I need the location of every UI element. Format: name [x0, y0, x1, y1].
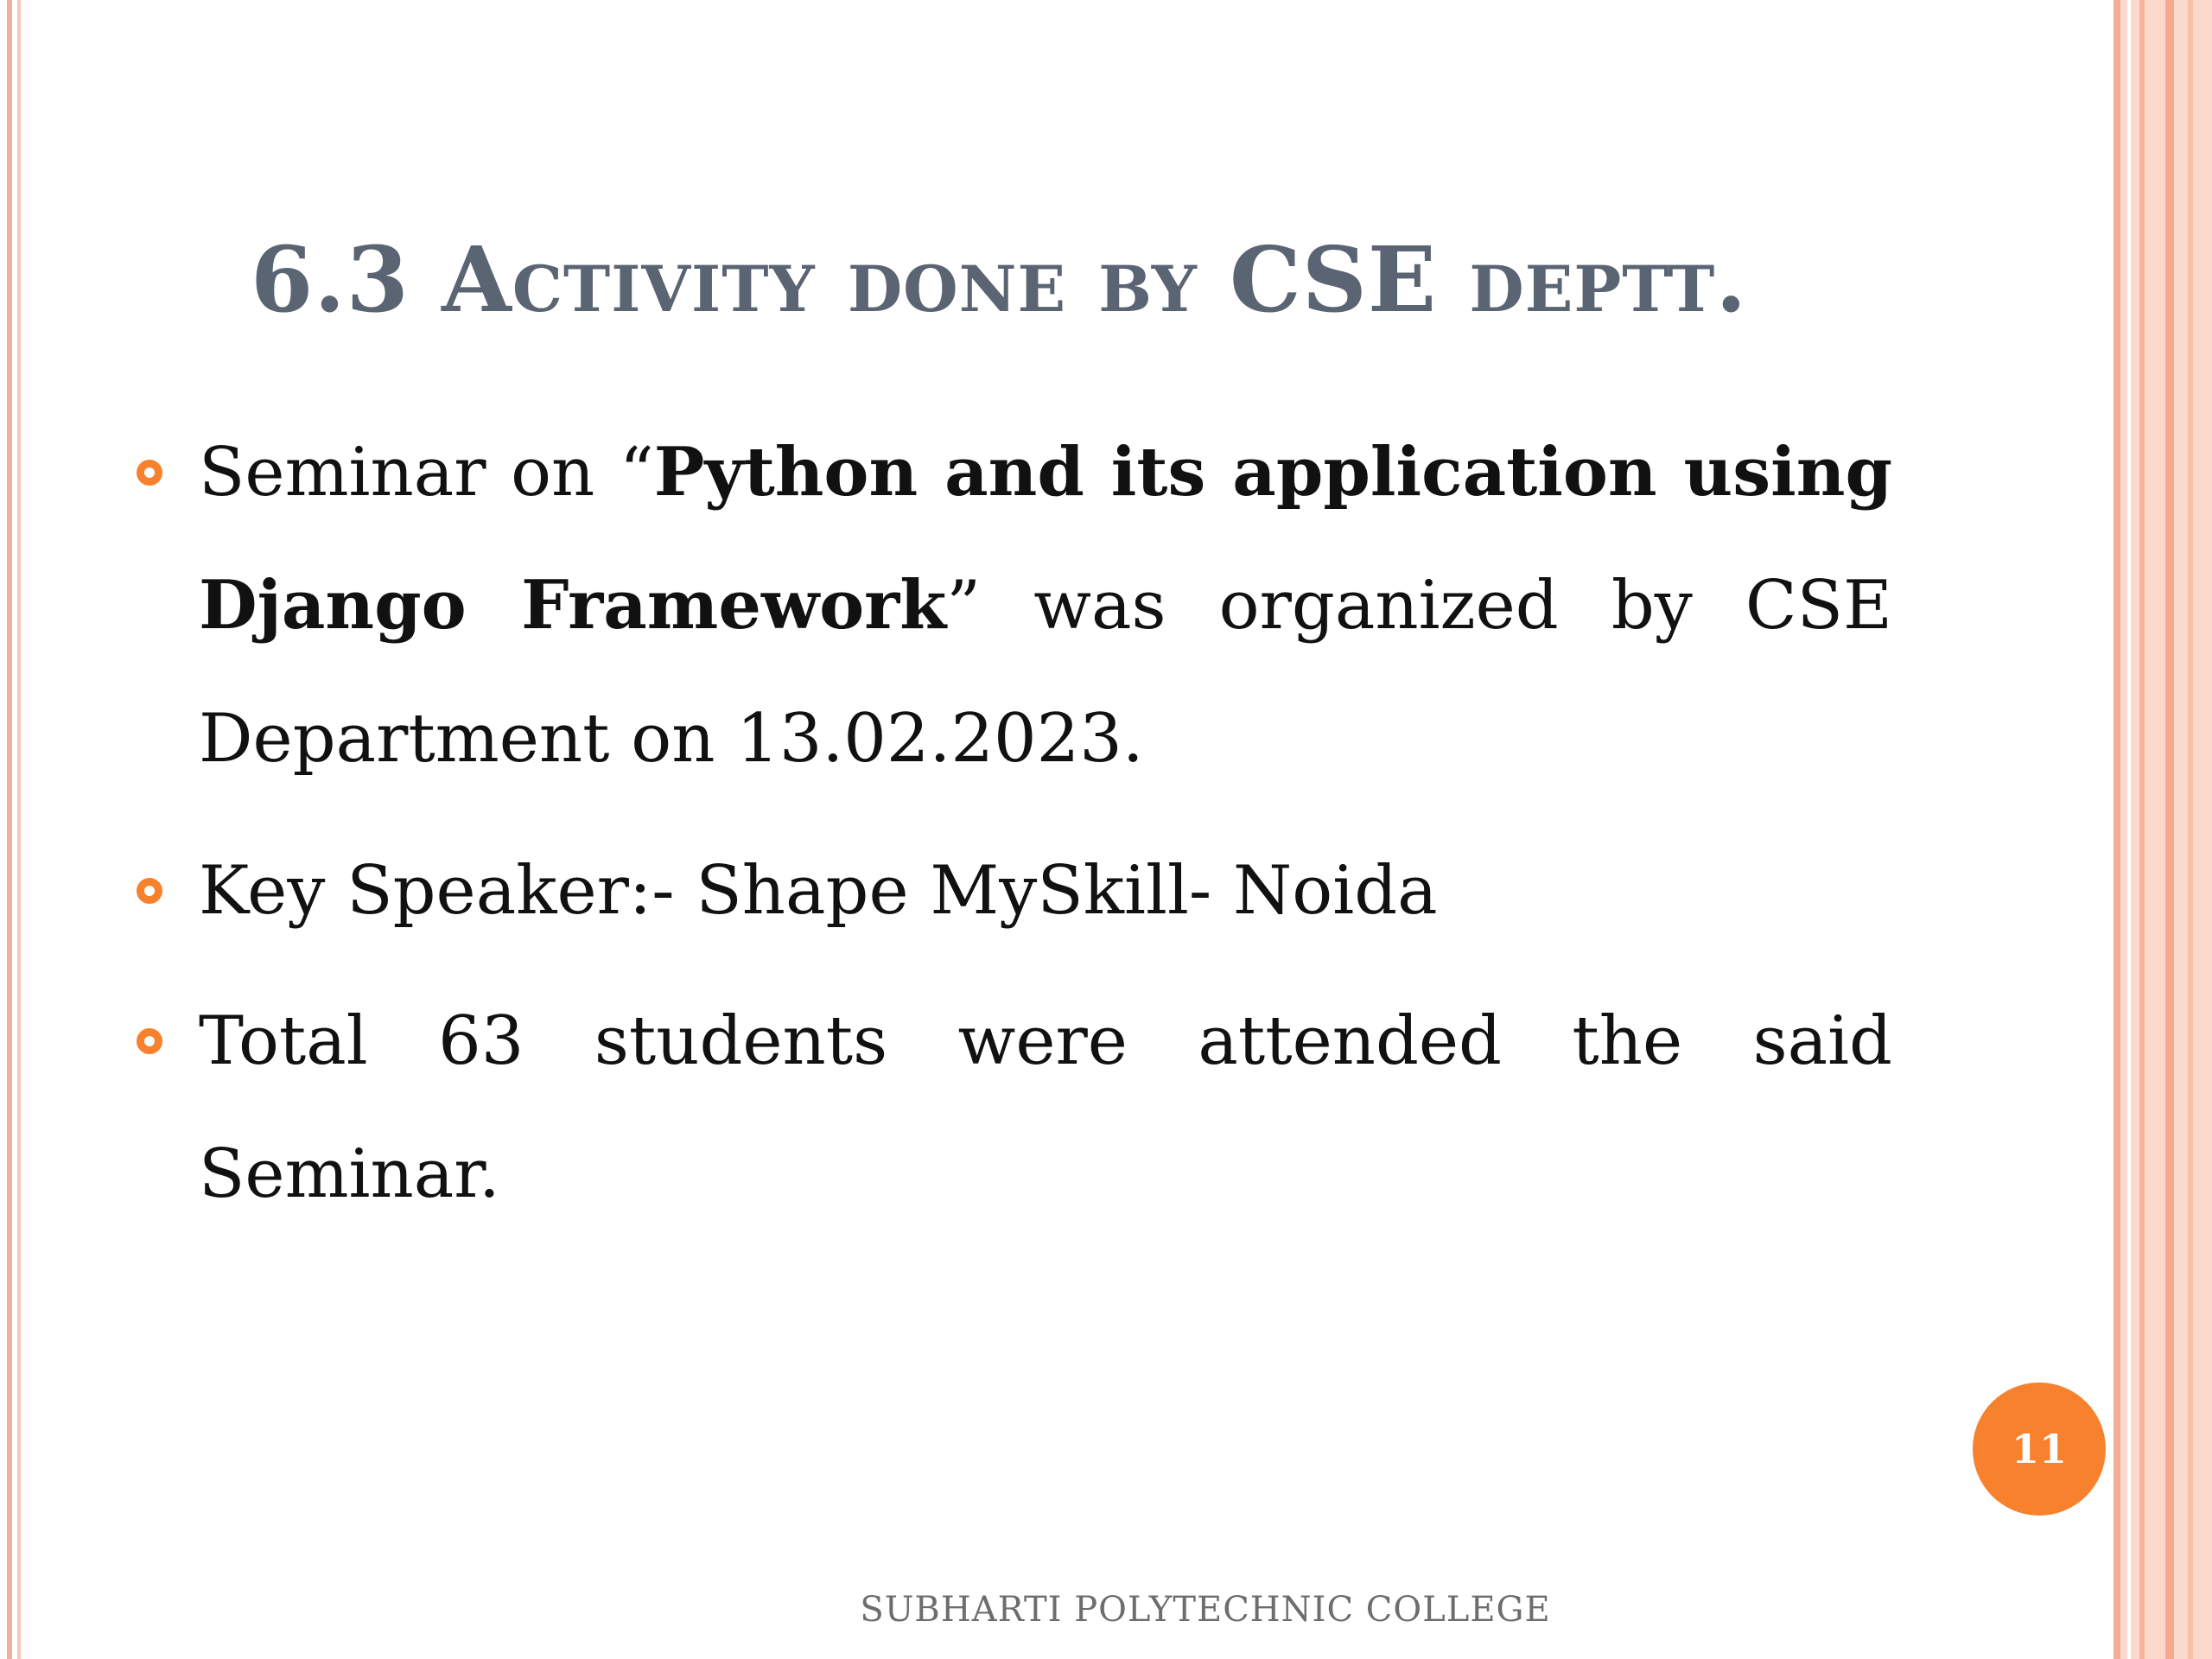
slide-title: 6.3 Activity done by CSE deptt. [251, 226, 1748, 333]
bullet-prefix: Seminar on “ [199, 434, 654, 512]
right-border-line-3 [2139, 0, 2145, 1659]
left-border-line-inner [17, 0, 21, 1659]
footer-text: SUBHARTI POLYTECHNIC COLLEGE [860, 1590, 1551, 1630]
right-border-line-5 [2188, 0, 2193, 1659]
bullet-ring-icon [137, 1028, 162, 1054]
bullet-text [199, 406, 1892, 805]
bullet-text: Total 63 students were attended the said Seminar. [199, 1002, 1892, 1213]
left-border-line-outer [7, 0, 12, 1659]
right-border-line-2 [2127, 0, 2131, 1659]
bullet-text: Key Speaker:- Shape MySkill- Noida [199, 852, 1438, 930]
right-border-line-1 [2113, 0, 2120, 1659]
bullet-item-seminar [199, 406, 1892, 805]
bullet-item-attendance [199, 975, 1892, 1241]
bullet-ring-icon [137, 878, 162, 904]
bullet-item-speaker [199, 824, 1892, 957]
seminar-topic: Python and its application using Django Framework [199, 433, 1893, 645]
bullet-ring-icon [137, 460, 162, 486]
page-number-badge: 11 [1973, 1382, 2106, 1516]
bullet-suffix: ” was organized by CSE Department on 13.02.2023. [199, 567, 1892, 778]
right-border-line-4 [2165, 0, 2174, 1659]
